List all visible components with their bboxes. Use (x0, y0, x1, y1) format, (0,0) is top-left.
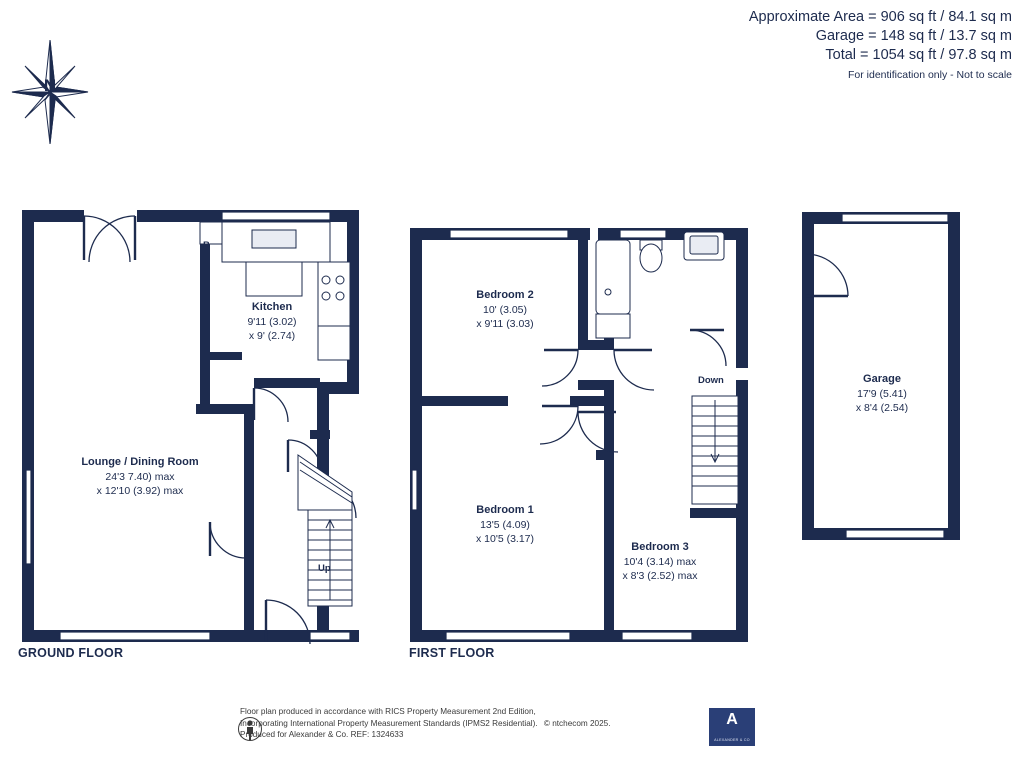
footer-text (240, 706, 780, 741)
room-dim-1: 17'9 (5.41) (857, 388, 907, 400)
room-name: Lounge / Dining Room (81, 456, 199, 468)
room-name: Garage (863, 373, 901, 385)
room-dim-2: x 8'4 (2.54) (855, 402, 909, 414)
footer-copyright: © ntchecom 2025. (543, 718, 611, 728)
first-floor-title: FIRST FLOOR (409, 646, 495, 660)
garage-area-text: Garage = 148 sq ft / 13.7 sq m (815, 28, 1012, 44)
ground-floor-plan (22, 210, 359, 644)
room-label-bedroom-2 (440, 288, 570, 331)
ground-floor-title: GROUND FLOOR (18, 646, 124, 660)
room-dim-2: x 9' (2.74) (248, 330, 296, 342)
brand-logo (709, 708, 755, 746)
room-name: Bedroom 3 (631, 541, 689, 553)
footer-line-3 (240, 729, 780, 741)
room-dim-1: 9'11 (3.02) (247, 316, 297, 328)
room-dim-2: x 9'11 (3.03) (476, 318, 534, 330)
brand-logo-letter: A (726, 711, 738, 728)
disclaimer-text: For identification only - Not to scale (848, 69, 1012, 81)
room-dim-2: x 8'3 (2.52) max (622, 570, 698, 582)
room-name: Bedroom 2 (476, 289, 534, 301)
footer-line-2 (240, 718, 780, 730)
room-name: Kitchen (251, 301, 293, 313)
room-label-bedroom-3 (595, 540, 725, 583)
room-label-garage (820, 372, 944, 415)
room-label-bedroom-1 (440, 503, 570, 546)
footer-line-2-text: Incorporating International Property Measurement Standards (IPMS2 Residential). (240, 718, 538, 728)
room-dim-1: 24'3 7.40) max (105, 471, 175, 483)
stairs-down-label: Down (698, 375, 724, 386)
approximate-area-text: Approximate Area = 906 sq ft / 84.1 sq m (748, 9, 1012, 25)
stairs-up-label: Up (318, 563, 331, 574)
room-dim-1: 10'4 (3.14) max (623, 556, 697, 568)
room-dim-2: x 12'10 (3.92) max (96, 485, 184, 497)
boiler-marker: B (203, 240, 210, 251)
compass-north-label: N (43, 76, 57, 95)
footer-line-1 (240, 706, 780, 718)
room-dim-1: 13'5 (4.09) (480, 519, 530, 531)
total-area-text: Total = 1054 sq ft / 97.8 sq m (825, 47, 1012, 63)
room-dim-1: 10' (3.05) (482, 304, 528, 316)
room-name: Bedroom 1 (476, 504, 534, 516)
room-label-lounge-dining (40, 455, 240, 498)
brand-logo-subtext: ALEXANDER & CO (714, 738, 750, 742)
room-label-kitchen (212, 300, 332, 343)
footer-line-1-text: Floor plan produced in accordance with RICS Property Measurement 2nd Edition, (240, 707, 536, 716)
room-dim-2: x 10'5 (3.17) (475, 533, 535, 545)
footer-line-3-text: Produced for Alexander & Co. REF: 1324633 (240, 730, 404, 739)
